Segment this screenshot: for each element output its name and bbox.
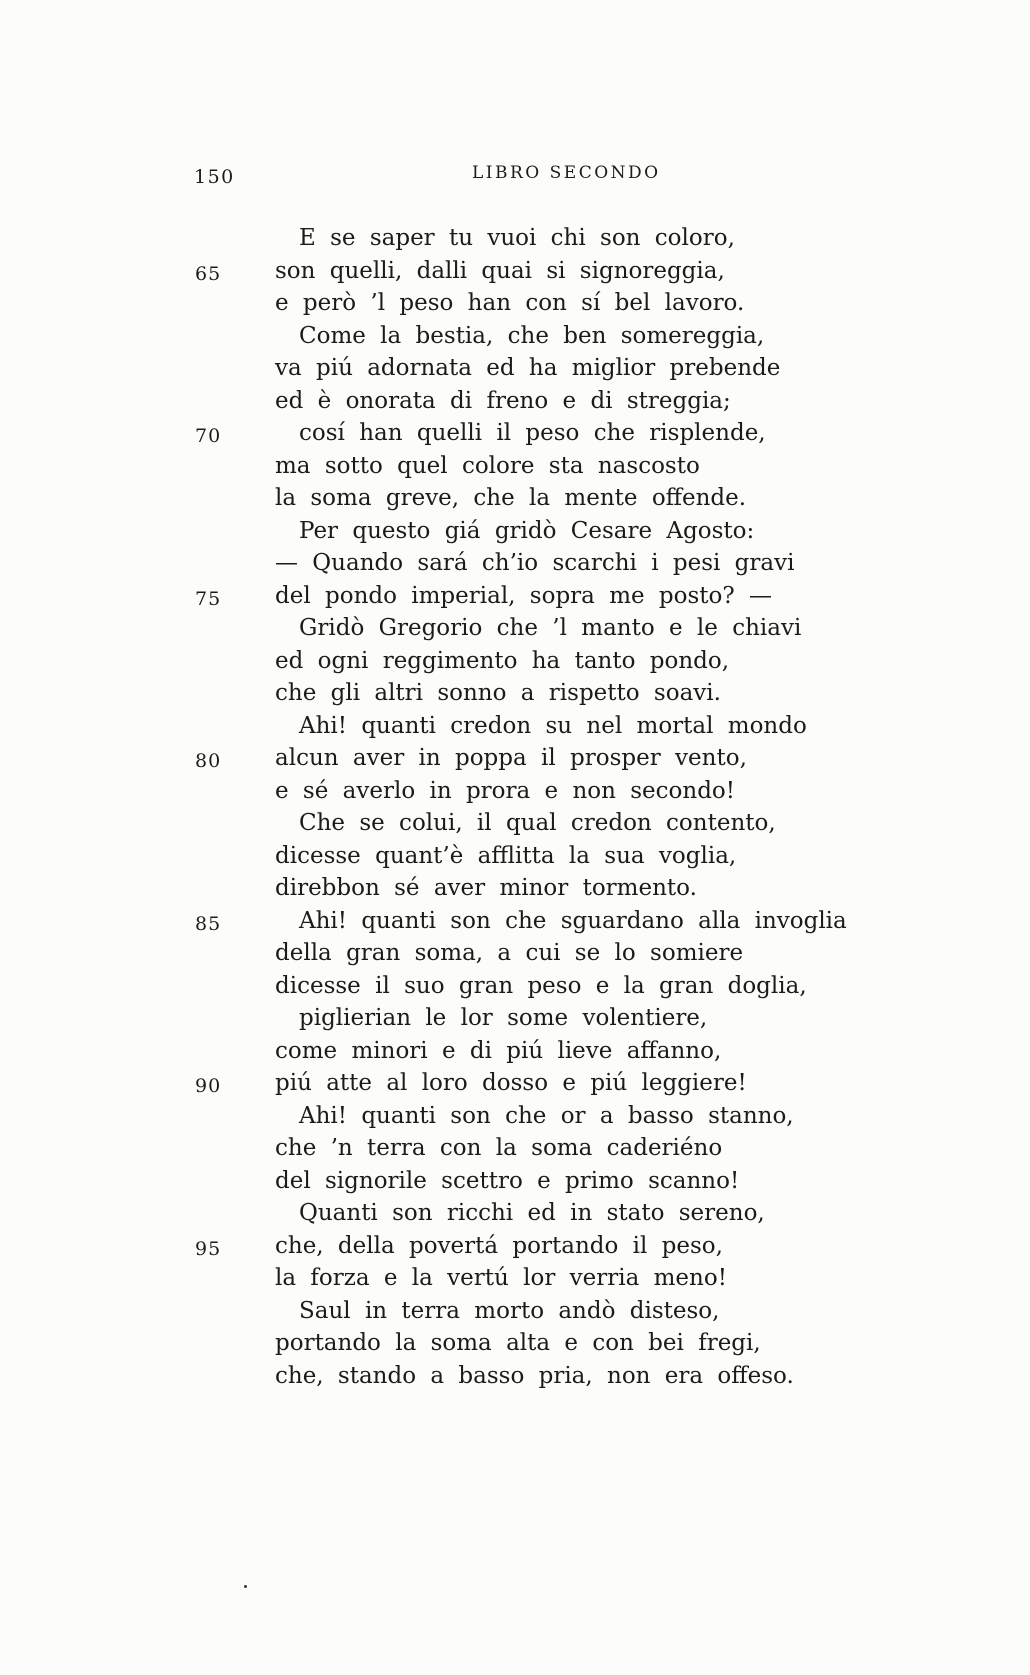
poem-text-block	[0, 222, 1030, 1392]
poem-line	[0, 677, 1030, 710]
poem-line	[0, 970, 1030, 1003]
poem-line	[0, 1295, 1030, 1328]
verse-text: e però ’l peso han con sí bel lavoro.	[275, 290, 745, 316]
poem-line	[0, 1100, 1030, 1133]
poem-line	[0, 775, 1030, 808]
poem-line	[0, 1262, 1030, 1295]
poem-line	[0, 742, 1030, 775]
poem-line	[0, 547, 1030, 580]
verse-text: E se saper tu vuoi chi son coloro,	[299, 225, 735, 251]
verse-text: dicesse quant’è afflitta la sua voglia,	[275, 842, 737, 869]
poem-line	[0, 515, 1030, 548]
line-number: 90	[195, 1075, 222, 1097]
poem-line	[0, 580, 1030, 613]
poem-line	[0, 710, 1030, 743]
verse-text: cosí han quelli il peso che risplende,	[299, 420, 766, 446]
poem-line	[0, 482, 1030, 515]
poem-line	[0, 872, 1030, 905]
poem-line	[0, 840, 1030, 873]
poem-line	[0, 612, 1030, 645]
poem-line	[0, 1002, 1030, 1035]
verse-text: del pondo imperial, sopra me posto? —	[275, 582, 773, 609]
poem-line	[0, 645, 1030, 678]
verse-text: della gran soma, a cui se lo somiere	[275, 940, 744, 966]
verse-text: direbbon sé aver minor tormento.	[275, 875, 697, 901]
poem-line	[0, 352, 1030, 385]
verse-text: Gridò Gregorio che ’l manto e le chiavi	[299, 615, 802, 641]
verse-text: alcun aver in poppa il prosper vento,	[275, 745, 747, 771]
verse-text: che gli altri sonno a rispetto soavi.	[275, 680, 721, 706]
poem-line	[0, 937, 1030, 970]
verse-text: Che se colui, il qual credon contento,	[299, 810, 776, 836]
verse-text: Per questo giá gridò Cesare Agosto:	[299, 517, 755, 544]
poem-line	[0, 1360, 1030, 1393]
verse-text: dicesse il suo gran peso e la gran doglia,	[275, 972, 807, 999]
verse-text: e sé averlo in prora e non secondo!	[275, 777, 736, 804]
verse-text: ma sotto quel colore sta nascosto	[275, 452, 700, 479]
verse-text: che ’n terra con la soma caderiéno	[275, 1135, 723, 1161]
poem-line	[0, 807, 1030, 840]
line-number: 75	[195, 587, 222, 610]
poem-line	[0, 1197, 1030, 1230]
verse-text: Ahi! quanti son che or a basso stanno,	[299, 1102, 794, 1129]
poem-line	[0, 287, 1030, 320]
verse-text: va piú adornata ed ha miglior prebende	[275, 355, 781, 381]
verse-text: portando la soma alta e con bei fregi,	[275, 1330, 761, 1356]
verse-text: piglierian le lor some volentiere,	[299, 1005, 708, 1031]
poem-line	[0, 1230, 1030, 1263]
poem-line	[0, 417, 1030, 450]
verse-text: — Quando sará ch’io scarchi i pesi gravi	[275, 550, 795, 576]
page-number: 150	[194, 166, 235, 188]
line-number: 70	[195, 425, 222, 447]
verse-text: del signorile scettro e primo scanno!	[275, 1167, 740, 1194]
verse-text: come minori e di piú lieve affanno,	[275, 1037, 722, 1064]
verse-text: Come la bestia, che ben somereggia,	[299, 322, 765, 349]
poem-line	[0, 450, 1030, 483]
poem-line	[0, 1035, 1030, 1068]
verse-text: ed ogni reggimento ha tanto pondo,	[275, 647, 730, 674]
verse-text: Quanti son ricchi ed in stato sereno,	[299, 1200, 765, 1226]
poem-line	[0, 1067, 1030, 1100]
verse-text: ed è onorata di freno e di streggia;	[275, 387, 731, 414]
poem-line	[0, 320, 1030, 353]
poem-line	[0, 905, 1030, 938]
verse-text: Saul in terra morto andò disteso,	[299, 1297, 720, 1324]
verse-text: la soma greve, che la mente offende.	[275, 485, 747, 511]
line-number: 65	[195, 262, 222, 285]
verse-text: Ahi! quanti credon su nel mortal mondo	[299, 712, 807, 739]
running-title: LIBRO SECONDO	[472, 163, 661, 183]
verse-text: che, della povertá portando il peso,	[275, 1232, 723, 1259]
poem-line	[0, 1132, 1030, 1165]
verse-text: Ahi! quanti son che sguardano alla invoglia	[299, 907, 847, 934]
verse-text: son quelli, dalli quai si signoreggia,	[275, 257, 725, 284]
poem-line	[0, 222, 1030, 255]
poem-line	[0, 385, 1030, 418]
verse-text: piú atte al loro dosso e piú leggiere!	[275, 1070, 747, 1096]
line-number: 80	[195, 750, 222, 772]
poem-line	[0, 1327, 1030, 1360]
verse-text: che, stando a basso pria, non era offeso.	[275, 1362, 794, 1389]
verse-text: la forza e la vertú lor verria meno!	[275, 1265, 727, 1291]
line-number: 95	[195, 1237, 222, 1260]
ink-speck	[244, 1585, 247, 1588]
line-number: 85	[195, 912, 222, 935]
poem-line	[0, 1165, 1030, 1198]
poem-line	[0, 255, 1030, 288]
